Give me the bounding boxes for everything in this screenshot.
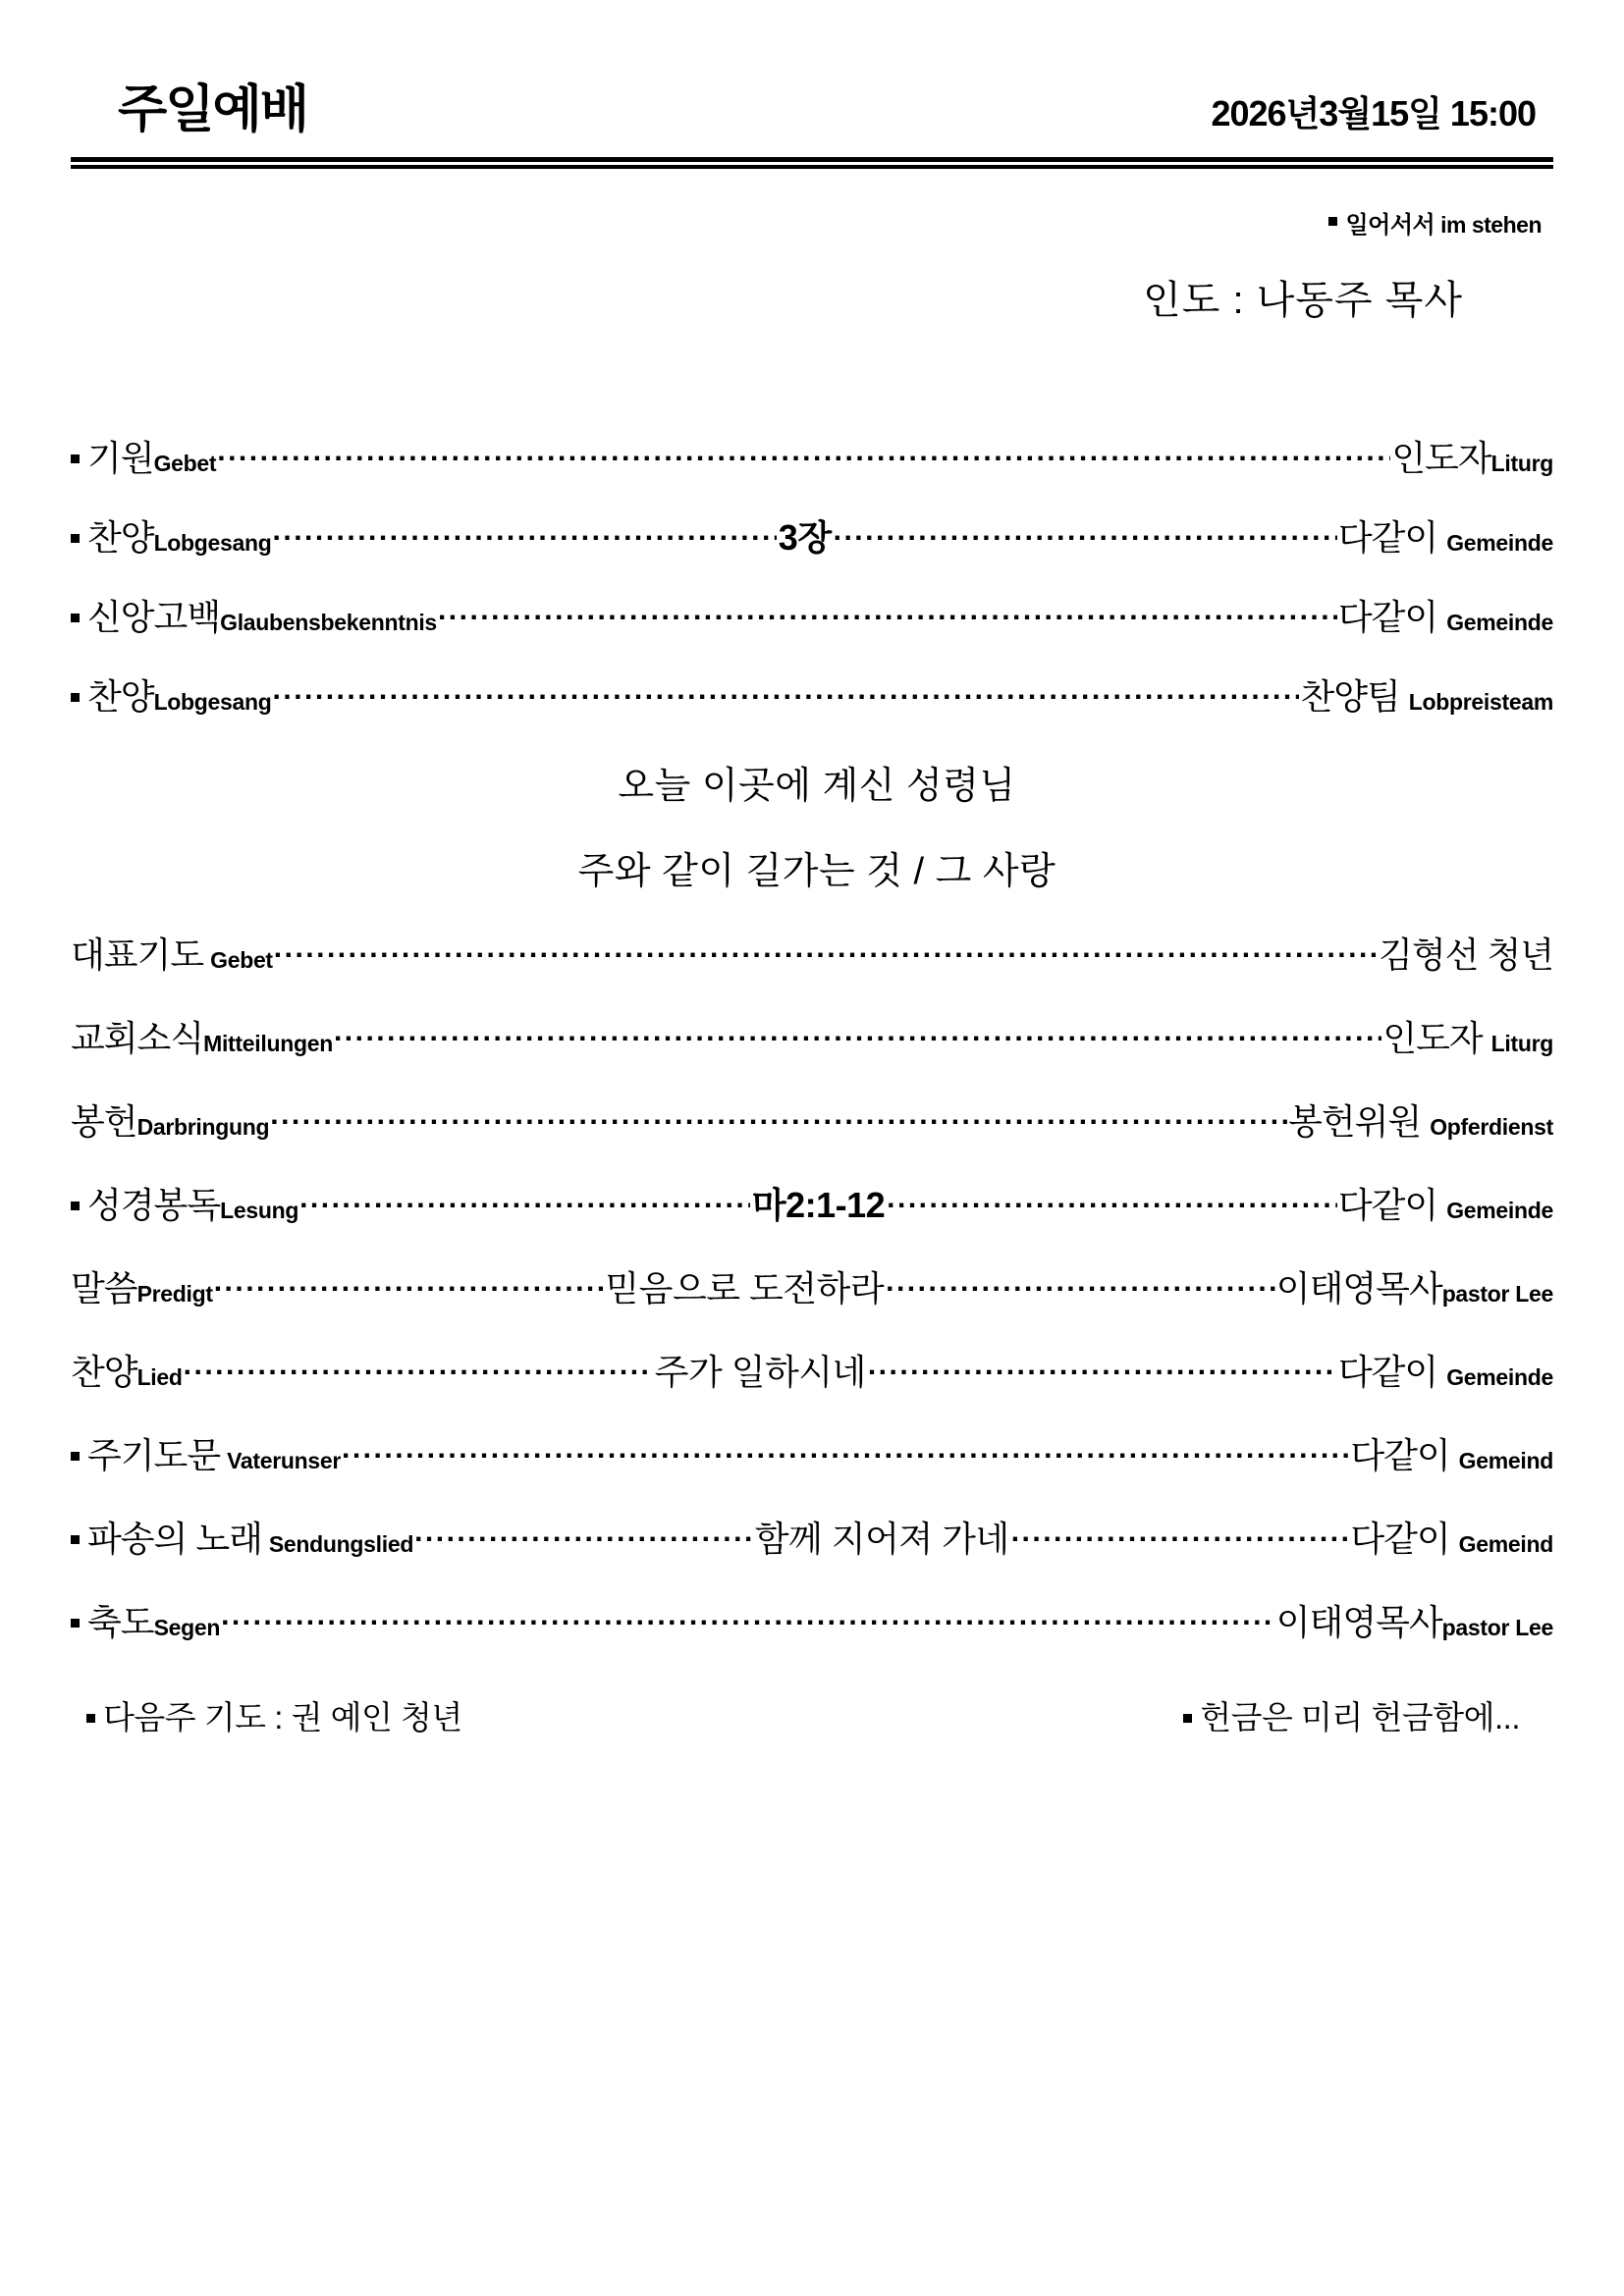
program-item-kr: 주기도문 [87,1435,221,1475]
program-row [71,510,1553,561]
program-participant-de: Gemeinde [1446,530,1553,556]
bullet-icon [71,614,80,622]
offering-note [1183,1692,1520,1738]
program-participant-de: pastor Lee [1441,1615,1553,1640]
program-row [71,1011,1553,1061]
dot-leader [273,520,777,550]
program-participant: 이태영목사 [1275,1602,1442,1642]
program-item-kr: 봉헌 [71,1101,137,1142]
program-item-kr: 신앙고백 [87,597,221,637]
dot-leader [414,1522,753,1551]
program-item-kr: 축도 [87,1602,154,1642]
program-participant-de: Gemeind [1458,1531,1553,1557]
program-item-kr: 찬양 [87,676,154,717]
program-participant-de: Liturg [1490,1031,1553,1056]
next-week-prayer-text: 다음주 기도 : 권 예인 청년 [103,1699,462,1735]
program-item-de: Gebet [153,451,217,476]
dot-leader [342,1438,1349,1468]
offering-note-text: 헌금은 미리 헌금함에... [1200,1699,1520,1735]
dot-leader [270,1104,1287,1134]
bullet-icon [71,1201,80,1210]
standing-note [71,205,1553,240]
program-participant-de: Gemeinde [1446,610,1553,635]
dot-leader [887,1188,1337,1217]
dot-leader [184,1355,653,1384]
dot-leader [438,600,1337,629]
program-item-de: Segen [153,1615,221,1640]
program-row [71,1178,1553,1228]
program-item-de: Darbringung [136,1114,270,1140]
program-participant-de: Gemeind [1458,1448,1553,1473]
program-row [71,669,1553,720]
program-participant: 찬양팀 [1300,676,1400,717]
program-participant-de: Liturg [1490,451,1553,476]
program-section-two [71,928,1553,1645]
program-item-kr: 대표기도 [71,934,204,975]
program-item-de: Mitteilungen [203,1031,333,1056]
program-row [71,590,1553,640]
program-row [71,1428,1553,1478]
program-item-kr: 기원 [87,438,154,478]
program-item-de: Vaterunser [227,1448,342,1473]
program-item-de: Sendungslied [268,1531,414,1557]
program-participant-de: Gemeinde [1446,1364,1553,1390]
standing-note-de: im stehen [1440,212,1542,238]
scripture-reference: 마2:1-12 [751,1185,886,1225]
song-title: 오늘 이곳에 계신 성령님 [618,766,1016,807]
program-item-kr: 파송의 노래 [87,1519,262,1559]
program-item-kr: 성경봉독 [87,1185,221,1225]
dot-leader [214,1271,604,1301]
program-participant-de: Opferdienst [1430,1114,1553,1140]
dot-leader [274,937,1378,967]
program-detail: 3장 [778,517,832,558]
program-item-de: Predigt [136,1281,213,1307]
program-item-kr: 교회소식 [71,1018,204,1058]
program-item-kr: 말씀 [71,1268,137,1308]
program-row [71,1345,1553,1395]
program-item-de: Lied [136,1364,183,1390]
program-row [71,1261,1553,1311]
program-item-de: Lobgesang [153,530,272,556]
program-participant: 다같이 [1337,1352,1438,1392]
song-title: 주와 같이 길가는 것 / 그 사랑 [577,851,1056,892]
program-participant: 다같이 [1337,517,1438,558]
program-participant-de: pastor Lee [1441,1281,1553,1307]
dot-leader [1011,1522,1350,1551]
program-participant: 다같이 [1350,1435,1450,1475]
bullet-icon [71,1619,80,1628]
praise-song-titles [71,755,1553,894]
dot-leader [217,441,1390,470]
dot-leader [834,520,1337,550]
program-participant: 다같이 [1350,1519,1450,1559]
dot-leader [221,1605,1275,1634]
program-row [71,1595,1553,1645]
page-title: 주일예배 [118,81,307,138]
song-title: 함께 지어져 가네 [754,1519,1009,1559]
program-item-de: Glaubensbekenntnis [220,610,437,635]
program-item-de: Lesung [220,1198,299,1223]
service-datetime: 2026년3월15일 15:00 [1211,93,1536,133]
program-participant-de: Gemeinde [1446,1198,1553,1223]
program-row [71,1095,1553,1145]
program-item-de: Lobgesang [153,689,272,715]
program-row [71,1512,1553,1562]
program-participant: 인도자 [1391,438,1491,478]
song-title: 주가 일하시네 [654,1352,866,1392]
next-week-prayer [86,1692,462,1738]
program-participant: 다같이 [1337,597,1438,637]
bullet-icon [71,1535,80,1544]
bullet-icon [86,1714,95,1723]
document-header [71,0,1553,138]
dot-leader [334,1021,1381,1050]
dot-leader [273,679,1300,709]
program-participant: 인도자 [1382,1018,1483,1058]
program-participant-de: Lobpreisteam [1408,689,1553,715]
program-participant: 다같이 [1337,1185,1438,1225]
bullet-icon [71,1452,80,1461]
bullet-icon [71,454,80,463]
program-participant: 김형선 청년 [1379,934,1553,975]
sermon-title: 믿음으로 도전하라 [605,1268,885,1308]
bullet-icon [1328,217,1337,226]
program-section-one [71,431,1553,720]
dot-leader [868,1355,1337,1384]
program-row [71,431,1553,481]
bullet-icon [71,693,80,702]
service-leader: 인도 : 나동주 목사 [1143,279,1463,322]
footer-notes [71,1692,1553,1738]
program-participant: 봉헌위원 [1288,1101,1422,1142]
program-participant: 이태영목사 [1275,1268,1442,1308]
dot-leader [886,1271,1275,1301]
dot-leader [299,1188,750,1217]
program-item-de: Gebet [210,947,273,973]
program-row [71,928,1553,978]
header-divider [71,157,1553,168]
program-item-kr: 찬양 [71,1352,137,1392]
standing-note-kr: 일어서서 [1345,212,1435,239]
bullet-icon [71,534,80,543]
program-item-kr: 찬양 [87,517,154,558]
bullet-icon [1183,1714,1192,1723]
